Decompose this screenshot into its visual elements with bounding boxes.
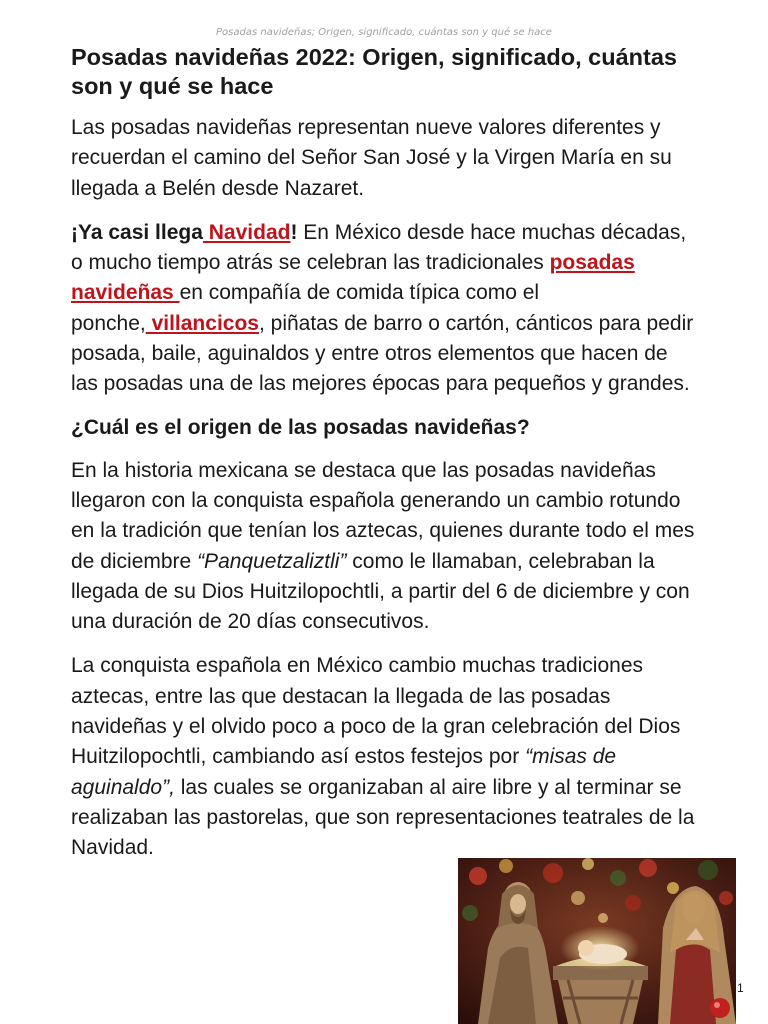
- conquest-paragraph: [71, 651, 747, 863]
- text-span: , piñatas de barro o cartón, cánticos para pedir: [258, 311, 694, 335]
- text-span: las cuales se organizaban al aire libre y al terminar se: [174, 775, 682, 799]
- italic-text: “Panquetzaliztli”: [197, 549, 347, 573]
- text-span: ponche,: [71, 311, 146, 335]
- strong-text: ¡Ya casi llega: [71, 220, 203, 244]
- text-line: las posadas una de las mejores épocas para pequeños y grandes.: [71, 372, 690, 396]
- text-line: una duración de 20 días consecutivos.: [71, 610, 430, 634]
- text-line: [71, 218, 747, 248]
- text-line: llegaron con la conquista española generando un cambio rotundo: [71, 488, 681, 512]
- ornament: [710, 998, 730, 1018]
- text-span: de diciembre: [71, 549, 198, 573]
- navidad-link[interactable]: Navidad: [202, 220, 291, 244]
- strong-text: !: [290, 220, 298, 244]
- text-line: recuerdan el camino del Señor San José y la Virgen María en su: [71, 146, 672, 170]
- italic-text: “misas de: [525, 745, 617, 769]
- text-line: llegada a Belén desde Nazaret.: [71, 176, 365, 200]
- origin-heading: ¿Cuál es el origen de las posadas navideñas?: [71, 415, 530, 439]
- nativity-illustration: [458, 858, 736, 1024]
- text-span: En México desde hace muchas décadas,: [297, 220, 687, 244]
- text-line: Las posadas navideñas representan nueve valores diferentes y: [71, 116, 661, 139]
- text-line: Navidad.: [71, 836, 154, 860]
- navidad-paragraph: [71, 218, 747, 400]
- running-header: Posadas navideñas; Origen, significado, cuántas son y qué se hace: [216, 27, 552, 38]
- text-line: La conquista española en México cambio muchas tradiciones: [71, 654, 643, 678]
- posadas-link[interactable]: navideñas: [71, 281, 180, 305]
- nativity-scene-photo: [458, 858, 736, 1024]
- text-span: como le llamaban, celebraban la: [346, 549, 655, 573]
- text-line: llegada de su Dios Huitzilopochtli, a partir del 6 de diciembre y con: [71, 579, 690, 603]
- text-span: en compañía de comida típica como el: [179, 281, 540, 305]
- text-line: [71, 773, 747, 803]
- text-line: [71, 547, 747, 577]
- text-line: realizaban las pastorelas, que son representaciones teatrales de la: [71, 805, 695, 829]
- text-line: aztecas, entre las que destacan la llegada de las posadas: [71, 684, 611, 708]
- text-line: [71, 309, 747, 339]
- baby-jesus: [560, 926, 640, 970]
- history-paragraph: [71, 456, 747, 638]
- text-span: o mucho tiempo atrás se celebran las tradicionales: [71, 251, 550, 275]
- villancicos-link[interactable]: villancicos: [145, 311, 259, 335]
- text-line: En la historia mexicana se destaca que las posadas navideñas: [71, 458, 656, 482]
- text-line: navideñas y el olvido poco a poco de la gran celebración del Dios: [71, 715, 681, 739]
- posadas-link[interactable]: posadas: [549, 251, 635, 275]
- text-line: posada, baile, aguinaldos y entre otros elementos que hacen de: [71, 342, 668, 366]
- title-line: son y qué se hace: [71, 73, 274, 99]
- page-number: 1: [737, 981, 744, 995]
- title-line: Posadas navideñas 2022: Origen, significado, cuántas: [71, 44, 677, 70]
- italic-text: aguinaldo”,: [71, 775, 175, 799]
- article: [71, 43, 747, 864]
- text-line: [71, 248, 747, 278]
- text-line: [71, 742, 747, 772]
- intro-paragraph: [71, 113, 747, 204]
- text-line: en la tradición que tenían los aztecas, quienes durante todo el mes: [71, 519, 695, 543]
- text-line: [71, 278, 747, 308]
- article-title: [71, 43, 747, 101]
- text-span: Huitzilopochtli, cambiando así estos festejos por: [71, 745, 526, 769]
